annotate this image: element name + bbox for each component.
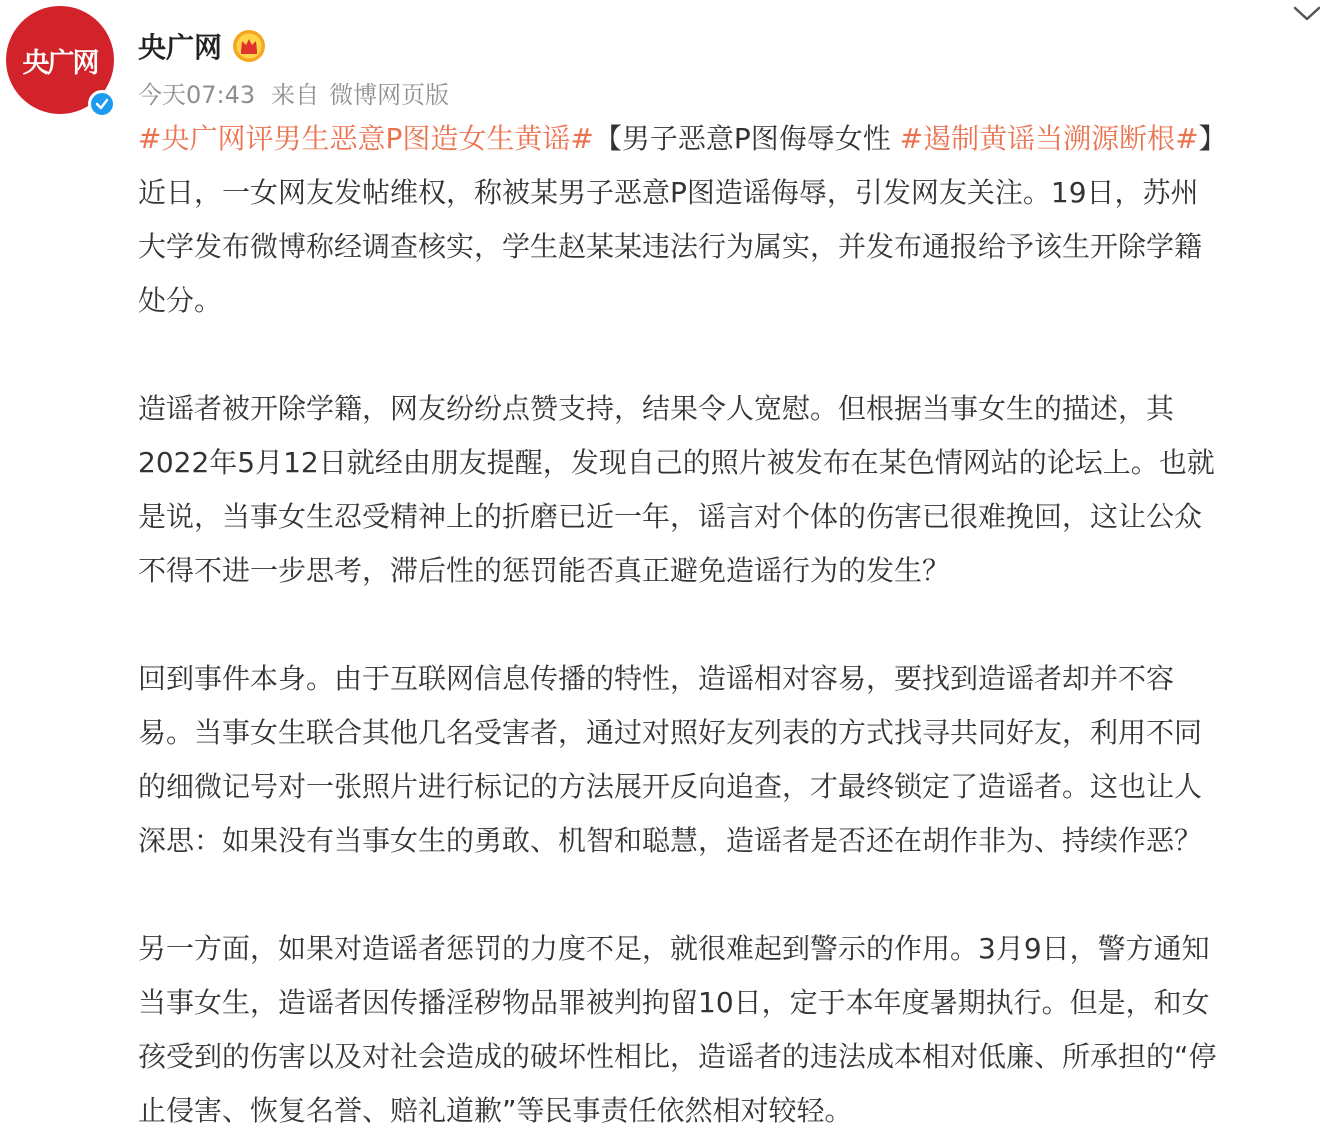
verified-check-icon	[88, 90, 116, 118]
avatar-logo-text: 央广网	[22, 47, 98, 79]
headline-line	[138, 112, 1318, 166]
chevron-down-icon[interactable]	[1292, 4, 1322, 24]
paragraph-line: 回到事件本身。由于互联网信息传播的特性，造谣相对容易，要找到造谣者却并不容	[138, 662, 1175, 695]
paragraph-spacer	[138, 328, 1318, 382]
headline-text: 【男子恶意P图侮辱女性	[593, 122, 900, 155]
paragraph-line: 深思：如果没有当事女生的勇敢、机智和聪慧，造谣者是否还在胡作非为、持续作恶？	[138, 824, 1203, 857]
paragraph-line: 另一方面，如果对造谣者惩罚的力度不足，就很难起到警示的作用。3月9日，警方通知	[138, 932, 1210, 965]
paragraph-line: 是说，当事女生忍受精神上的折磨已近一年，谣言对个体的伤害已很难挽回，这让公众	[138, 500, 1203, 533]
avatar[interactable]	[6, 6, 114, 114]
paragraph-line: 2022年5月12日就经由朋友提醒，发现自己的照片被发布在某色情网站的论坛上。也就	[138, 446, 1215, 479]
paragraph-line: 当事女生，造谣者因传播淫秽物品罪被判拘留10日，定于本年度暑期执行。但是，和女	[138, 986, 1210, 1019]
paragraph-line: 近日，一女网友发帖维权，称被某男子恶意P图造谣侮辱，引发网友关注。19日，苏州	[138, 176, 1199, 209]
hashtag-link[interactable]: #遏制黄谣当溯源断根#	[899, 122, 1199, 155]
paragraph-line: 不得不进一步思考，滞后性的惩罚能否真正避免造谣行为的发生？	[138, 554, 951, 587]
post-time-link[interactable]: 今天07:43	[138, 80, 256, 109]
paragraph-line: 止侵害、恢复名誉、赔礼道歉”等民事责任依然相对较轻。	[138, 1094, 853, 1127]
crown-icon[interactable]	[232, 29, 266, 63]
post-header	[138, 24, 266, 68]
headline-bracket: 】	[1198, 122, 1227, 155]
paragraph-line: 的细微记号对一张照片进行标记的方法展开反向追查，才最终锁定了造谣者。这也让人	[138, 770, 1203, 803]
paragraph-line: 孩受到的伤害以及对社会造成的破坏性相比，造谣者的违法成本相对低廉、所承担的“停	[138, 1040, 1217, 1073]
paragraph-line: 造谣者被开除学籍，网友纷纷点赞支持，结果令人宽慰。但根据当事女生的描述，其	[138, 392, 1175, 425]
paragraph-line: 易。当事女生联合其他几名受害者，通过对照好友列表的方式找寻共同好友，利用不同	[138, 716, 1203, 749]
hashtag-link[interactable]: #央广网评男生恶意P图造女生黄谣#	[138, 122, 594, 155]
paragraph-line: 处分。	[138, 284, 223, 317]
paragraph-spacer	[138, 868, 1318, 922]
post-content	[138, 112, 1318, 1138]
paragraph-line: 大学发布微博称经调查核实，学生赵某某违法行为属实，并发布通报给予该生开除学籍	[138, 230, 1203, 263]
paragraph-spacer	[138, 598, 1318, 652]
post-meta	[138, 74, 449, 110]
user-name-link[interactable]: 央广网	[138, 31, 223, 64]
client-name: 微博网页版	[329, 80, 450, 109]
source-label: 来自	[271, 80, 320, 109]
